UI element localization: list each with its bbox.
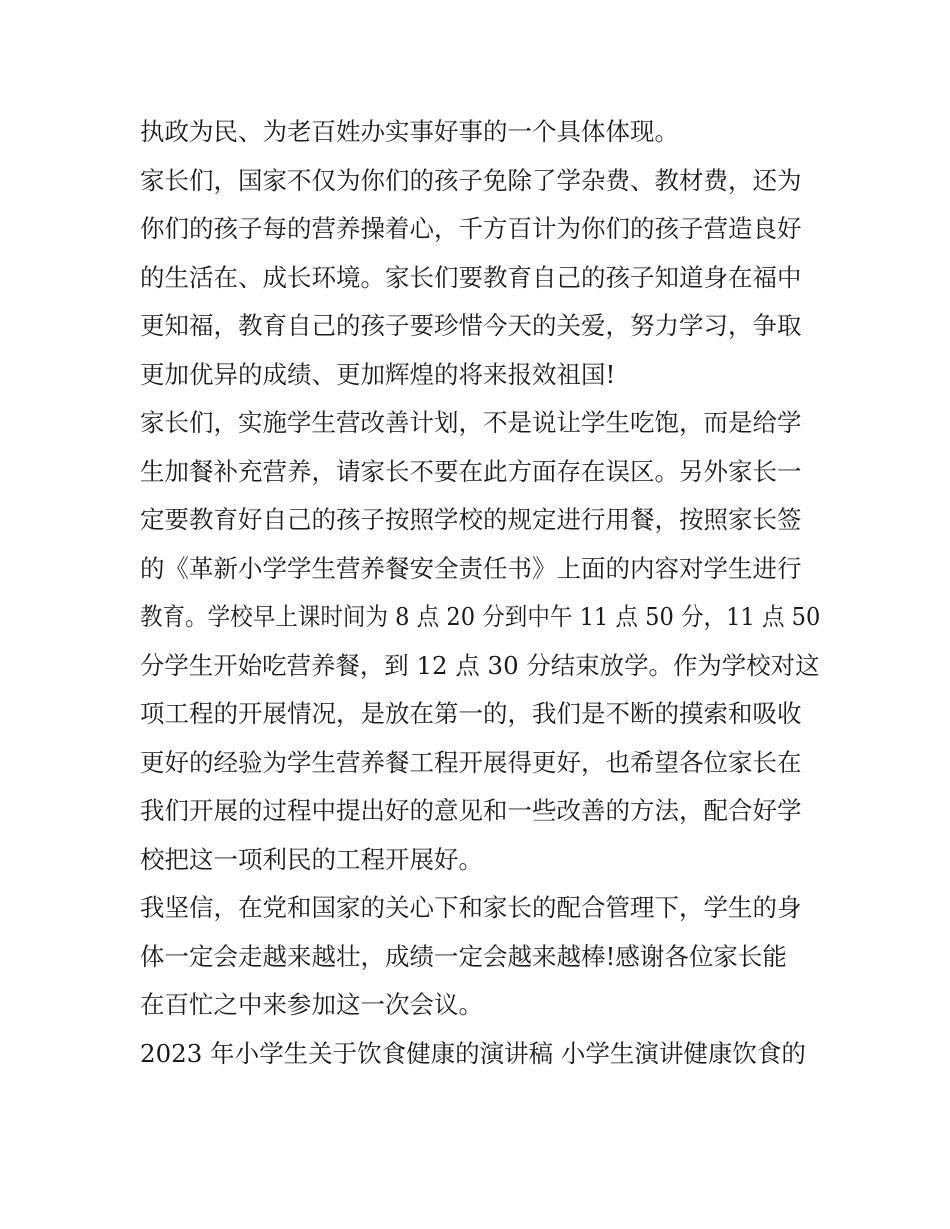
text-line: 分学生开始吃营养餐，到 12 点 30 分结束放学。作为学校对这 [140,650,820,680]
text-line: 我坚信，在党和国家的关心下和家长的配合管理下，学生的身 [140,893,802,922]
text-line: 体一定会走越来越壮，成绩一定会越来越棒!感谢各位家长能 [140,941,787,971]
text-line: 我们开展的过程中提出好的意见和一些改善的方法，配合好学 [140,796,802,825]
text-line: 在百忙之中来参加这一次会议。 [140,990,483,1019]
paragraph-2 [140,157,820,400]
paragraph-3 [140,399,820,884]
text-line: 生加餐补充营养，请家长不要在此方面存在误区。另外家长一 [140,456,802,486]
text-line: 教育。学校早上课时间为 8 点 20 分到中午 11 点 50 分，11 点 50 [140,602,821,631]
paragraph-4 [140,884,820,1030]
text-line: 更好的经验为学生营养餐工程开展得更好，也希望各位家长在 [140,747,802,777]
text-line: 项工程的开展情况，是放在第一的，我们是不断的摸索和吸收 [140,699,802,728]
text-line: 定要教育好自己的孩子按照学校的规定进行用餐，按照家长签 [140,505,802,534]
text-line: 校把这一项利民的工程开展好。 [140,844,483,874]
paragraph-5-heading [140,1030,820,1079]
text-line: 的《革新小学学生营养餐安全责任书》上面的内容对学生进行 [140,553,802,583]
text-line: 2023 年小学生关于饮食健康的演讲稿 小学生演讲健康饮食的 [140,1038,806,1068]
text-line: 家长们，国家不仅为你们的孩子免除了学杂费、教材费，还为 [140,165,802,195]
text-line: 执政为民、为老百姓办实事好事的一个具体体现。 [140,117,679,146]
text-line: 的生活在、成长环境。家长们要教育自己的孩子知道身在福中 [140,262,802,292]
text-line: 更加优异的成绩、更加辉煌的将来报效祖国! [140,359,616,389]
paragraph-1 [140,108,820,157]
text-line: 家长们，实施学生营改善计划，不是说让学生吃饱，而是给学 [140,408,802,437]
text-line: 更知福，教育自己的孩子要珍惜今天的关爱，努力学习，争取 [140,311,802,340]
text-line: 你们的孩子每的营养操着心，千方百计为你们的孩子营造良好 [140,214,802,243]
document-body [140,108,820,1078]
